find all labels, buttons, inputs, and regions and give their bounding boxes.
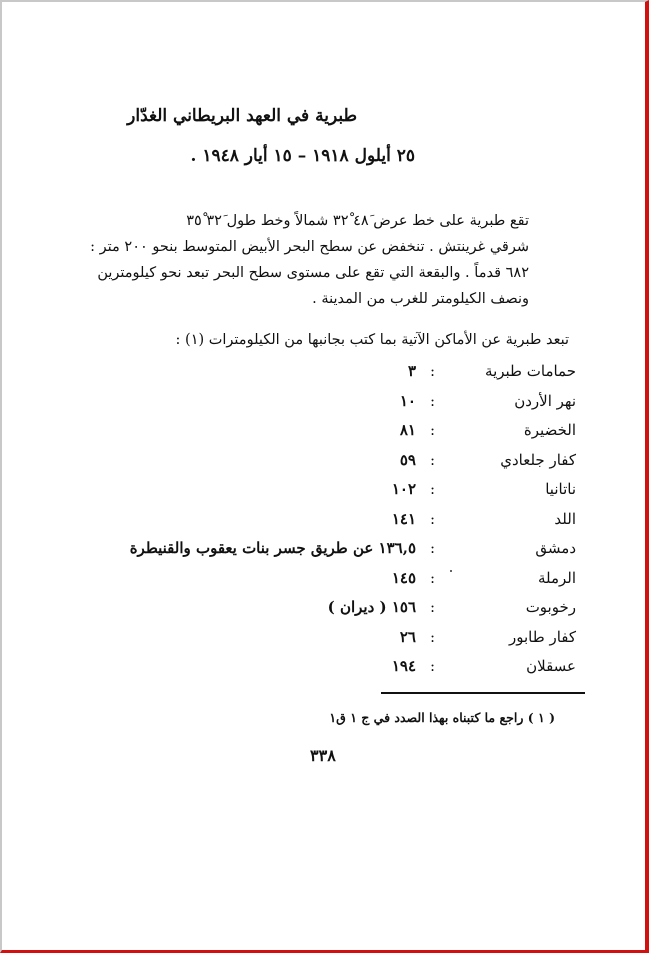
distance-place: عسقلان	[526, 657, 576, 675]
distance-place: رخوبوت	[525, 598, 576, 616]
distance-place: نهر الأردن	[514, 392, 576, 410]
distance-value: ١٤٥	[391, 569, 416, 587]
page-number: ٣٣٨	[310, 746, 336, 765]
distance-separator: :	[430, 510, 436, 528]
distance-place: اللد	[554, 510, 576, 528]
distance-place: الرملة	[537, 569, 576, 587]
distance-separator: :	[430, 628, 436, 646]
paragraph-line: تقع طبرية على خط عرض ٤٨َ ٣٢ْ شمالاً وخط طول ٣٢َ ٣٥ْ	[186, 213, 529, 229]
distance-place: الخضيرة	[523, 421, 576, 439]
stray-dot	[450, 570, 452, 572]
distance-value: ١٥٦ ( ديران )	[327, 598, 416, 616]
distance-value: ٥٩	[399, 451, 416, 469]
distance-place: حمامات طبرية	[485, 362, 576, 380]
distance-separator: :	[430, 657, 436, 675]
paragraph-line: شرقي غرينتش . تنخفض عن سطح البحر الأبيض المتوسط بنحو ٢٠٠ متر :	[90, 239, 529, 255]
distance-separator: :	[430, 569, 436, 587]
distance-value: ١٠	[399, 392, 416, 410]
distance-place: كفار جلعادي	[500, 451, 576, 469]
distance-value: ١٣٦,٥ عن طريق جسر بنات يعقوب والقنيطرة	[129, 539, 416, 557]
distance-value: ٣	[407, 362, 416, 380]
distance-separator: :	[430, 539, 436, 557]
distance-separator: :	[430, 362, 436, 380]
date-range-heading: ٢٥ أيلول ١٩١٨ – ١٥ أيار ١٩٤٨ .	[190, 146, 415, 166]
page-title: طبرية في العهد البريطاني الغدّار	[127, 106, 357, 126]
distance-separator: :	[430, 480, 436, 498]
distance-separator: :	[430, 598, 436, 616]
distance-value: ٢٦	[399, 628, 416, 646]
paragraph-line: ونصف الكيلومتر للغرب من المدينة .	[312, 291, 529, 307]
distance-value: ٨١	[399, 421, 416, 439]
footnote: ( ١ ) راجع ما كتبناه بهذا الصدد في ج ١ ق١	[329, 710, 555, 725]
distance-value: ١٩٤	[391, 657, 416, 675]
distance-value: ١٠٢	[391, 480, 416, 498]
distance-place: ناتانيا	[545, 480, 576, 498]
footnote-rule	[381, 692, 585, 694]
paragraph-line: ٦٨٢ قدماً . والبقعة التي تقع على مستوى سطح البحر تبعد نحو كيلومترين	[97, 265, 529, 281]
distance-place: دمشق	[535, 539, 576, 557]
location-paragraph	[90, 208, 529, 312]
distance-separator: :	[430, 421, 436, 439]
distances-intro: تبعد طبرية عن الأماكن الآتية بما كتب بجانبها من الكيلومترات (١) :	[175, 332, 569, 348]
distance-place: كفار طابور	[509, 628, 576, 646]
distance-value: ١٤١	[391, 510, 416, 528]
distance-separator: :	[430, 451, 436, 469]
distance-separator: :	[430, 392, 436, 410]
